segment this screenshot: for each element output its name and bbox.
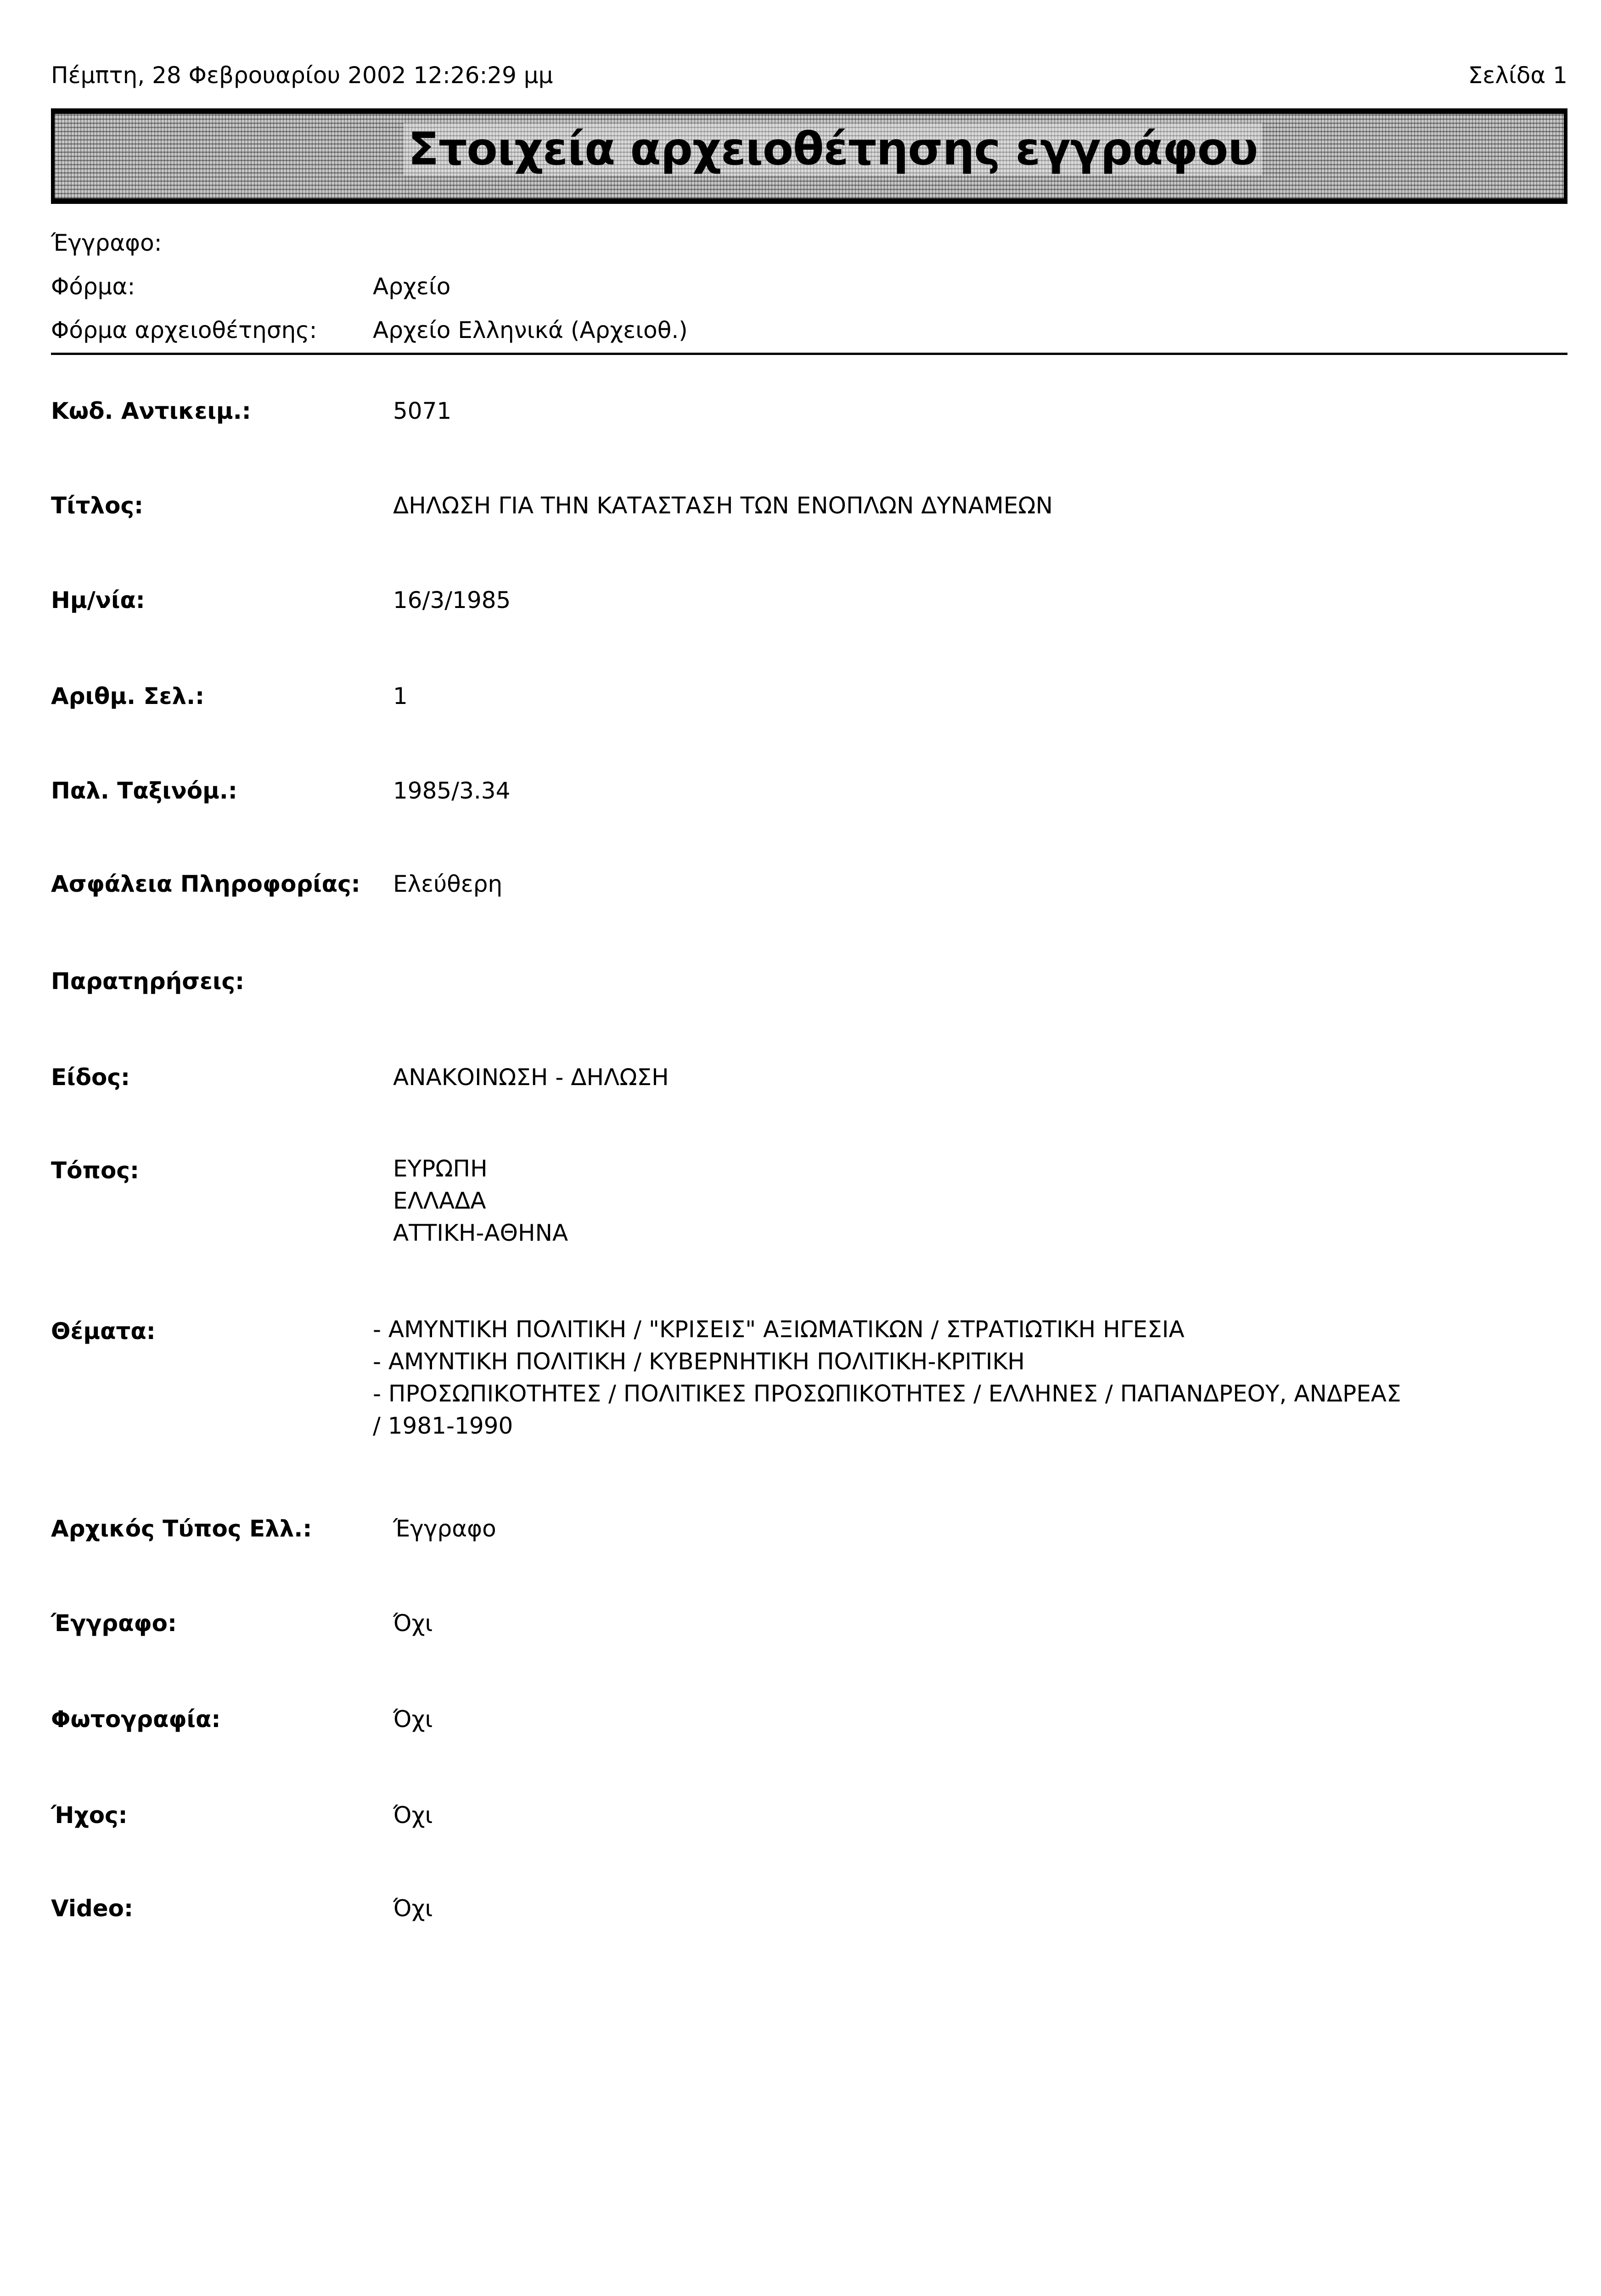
divider	[51, 353, 1567, 355]
value-document: Όχι	[393, 1610, 433, 1637]
subject-item: - ΑΜΥΝΤΙΚΗ ΠΟΛΙΤΙΚΗ / ΚΥΒΕΡΝΗΤΙΚΗ ΠΟΛΙΤΙΚΗ-ΚΡΙΤΙΚΗ	[373, 1348, 1025, 1375]
label-video: Video:	[51, 1895, 134, 1922]
value-sound: Όχι	[393, 1802, 433, 1829]
label-security: Ασφάλεια Πληροφορίας:	[51, 871, 360, 897]
label-type: Είδος:	[51, 1064, 130, 1091]
label-place: Τόπος:	[51, 1157, 139, 1184]
value-code: 5071	[393, 398, 452, 424]
meta-label-form: Φόρμα:	[51, 273, 135, 300]
value-type: ΑΝΑΚΟΙΝΩΣΗ - ΔΗΛΩΣΗ	[393, 1064, 669, 1091]
meta-value-archive-form: Αρχείο Ελληνικά (Αρχειοθ.)	[373, 317, 688, 343]
print-datetime: Πέμπτη, 28 Φεβρουαρίου 2002 12:26:29 μμ	[51, 62, 553, 89]
label-photo: Φωτογραφία:	[51, 1706, 221, 1733]
label-code: Κωδ. Αντικειμ.:	[51, 398, 251, 424]
value-pages: 1	[393, 683, 408, 709]
label-notes: Παρατηρήσεις:	[51, 968, 245, 995]
title-banner	[51, 108, 1567, 204]
label-date: Ημ/νία:	[51, 587, 145, 613]
value-title: ΔΗΛΩΣΗ ΓΙΑ ΤΗΝ ΚΑΤΑΣΤΑΣΗ ΤΩΝ ΕΝΟΠΛΩΝ ΔΥΝΑΜΕΩΝ	[393, 492, 1053, 519]
page-number: Σελίδα 1	[1468, 62, 1567, 89]
value-orig-type: Έγγραφο	[393, 1515, 496, 1542]
subject-item: / 1981-1990	[373, 1412, 513, 1439]
value-place	[393, 1153, 568, 1249]
value-old-class: 1985/3.34	[393, 777, 511, 804]
value-subjects	[373, 1313, 1401, 1442]
meta-label-document: Έγγραφο:	[51, 230, 162, 256]
value-security: Ελεύθερη	[393, 871, 503, 897]
page-title: Στοιχεία αρχειοθέτησης εγγράφου	[404, 123, 1262, 175]
label-orig-type: Αρχικός Τύπος Ελλ.:	[51, 1515, 312, 1542]
label-pages: Αριθμ. Σελ.:	[51, 683, 205, 709]
place-item: ΕΛΛΑΔΑ	[393, 1187, 486, 1214]
value-date: 16/3/1985	[393, 587, 511, 613]
place-item: ΑΤΤΙΚΗ-ΑΘΗΝΑ	[393, 1220, 568, 1246]
value-photo: Όχι	[393, 1706, 433, 1733]
label-subjects: Θέματα:	[51, 1318, 156, 1345]
label-old-class: Παλ. Ταξινόμ.:	[51, 777, 237, 804]
place-item: ΕΥΡΩΠΗ	[393, 1155, 488, 1182]
meta-label-archive-form: Φόρμα αρχειοθέτησης:	[51, 317, 317, 343]
label-title: Τίτλος:	[51, 492, 144, 519]
label-document: Έγγραφο:	[51, 1610, 177, 1637]
label-sound: Ήχος:	[51, 1802, 128, 1829]
subject-item: - ΠΡΟΣΩΠΙΚΟΤΗΤΕΣ / ΠΟΛΙΤΙΚΕΣ ΠΡΟΣΩΠΙΚΟΤΗΤΕΣ / ΕΛΛΗΝΕΣ / ΠΑΠΑΝΔΡΕΟΥ, ΑΝΔΡΕΑΣ	[373, 1380, 1401, 1407]
value-video: Όχι	[393, 1895, 433, 1922]
subject-item: - ΑΜΥΝΤΙΚΗ ΠΟΛΙΤΙΚΗ / "ΚΡΙΣΕΙΣ" ΑΞΙΩΜΑΤΙΚΩΝ / ΣΤΡΑΤΙΩΤΙΚΗ ΗΓΕΣΙΑ	[373, 1316, 1185, 1343]
meta-value-form: Αρχείο	[373, 273, 451, 300]
